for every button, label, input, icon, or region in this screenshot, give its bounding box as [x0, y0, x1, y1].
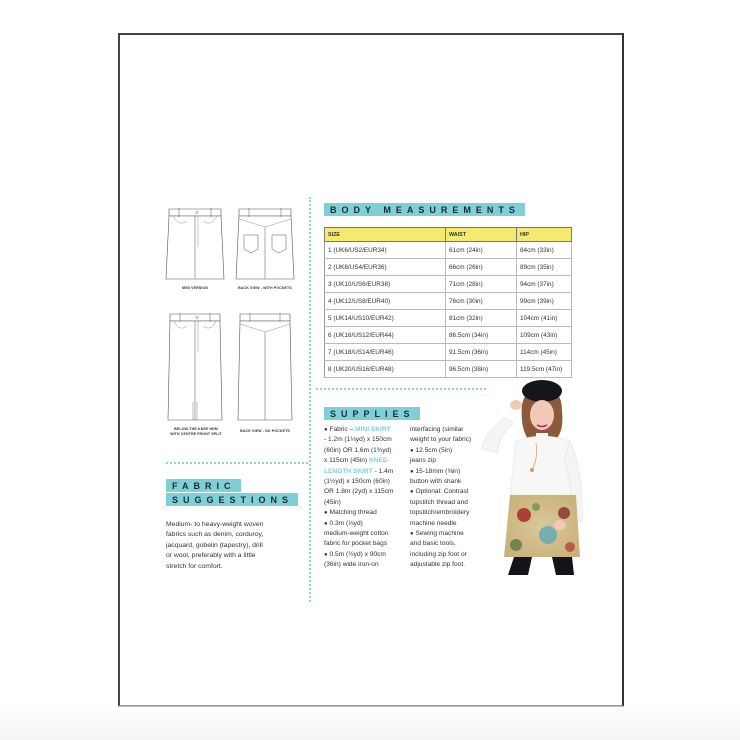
supply-text: 15-18mm (⅝in) — [415, 467, 461, 475]
supply-item-optional — [410, 487, 471, 497]
cell-waist: 86.5cm (34in) — [446, 327, 517, 344]
supply-text: and basic tools, — [410, 540, 456, 548]
supply-item-cotton — [324, 519, 394, 529]
supply-text: (60in) OR 1.6m (1¾yd) — [324, 446, 392, 454]
knee-skirt-label: KNEE- — [368, 457, 390, 465]
table-row — [325, 276, 572, 293]
fabric-text-line: Medium- to heavy-weight woven — [166, 521, 264, 528]
supply-text: Optional: Contrast — [415, 488, 469, 496]
cell-waist: 96.5cm (38in) — [446, 361, 517, 378]
body-measurements-heading: BODY MEASUREMENTS — [324, 203, 525, 216]
supply-item-interfacing — [324, 550, 394, 560]
table-row — [325, 293, 572, 310]
supply-text: OR 1.8m (2yd) x 115cm — [324, 488, 394, 496]
supply-text: button with shank — [410, 478, 462, 486]
fabric-text-line: jacquard, gobelin (tapestry), drill — [166, 541, 263, 549]
knee-skirt-label: LENGTH SKIRT — [324, 467, 373, 475]
header-waist: WAIST — [446, 228, 517, 242]
fabric-text-line: stretch for comfort. — [166, 562, 223, 570]
bullet-icon: ● — [324, 427, 328, 433]
supply-text — [324, 456, 394, 466]
supplies-heading: SUPPLIES — [324, 407, 420, 420]
cell-hip: 99cm (39in) — [517, 293, 572, 310]
body-measurements-table — [324, 227, 572, 378]
cell-waist: 91.5cm (36in) — [446, 344, 517, 361]
sketch-mini-front — [165, 205, 225, 283]
table-row — [325, 310, 572, 327]
supply-text: Fabric – — [329, 426, 356, 433]
supply-text: interfacing (similar — [410, 426, 464, 433]
header-hip: HIP — [517, 228, 572, 242]
cell-size: 1 (UK6/US2/EUR34) — [325, 242, 446, 259]
cell-waist: 81cm (32in) — [446, 310, 517, 327]
cell-hip: 119.5cm (47in) — [517, 361, 572, 378]
supply-text: fabric for pocket bags — [324, 540, 388, 548]
table-row — [325, 327, 572, 344]
cell-hip: 89cm (35in) — [517, 259, 572, 276]
cell-hip: 94cm (37in) — [517, 276, 572, 293]
supply-text: medium-weight cotton — [324, 530, 389, 538]
supply-item-zip — [410, 446, 471, 456]
fabric-text-line: or wool, preferably with a little — [166, 552, 256, 560]
supply-text: (1½yd) x 150cm (60in) — [324, 478, 390, 486]
table-row — [325, 259, 572, 276]
model-photo — [476, 375, 594, 575]
cell-size: 8 (UK20/US16/EUR48) — [325, 361, 446, 378]
table-header-row — [325, 228, 572, 242]
cell-hip: 84cm (33in) — [517, 242, 572, 259]
table-row — [325, 344, 572, 361]
cell-size: 3 (UK10/US6/EUR38) — [325, 276, 446, 293]
bullet-icon: ● — [324, 520, 328, 527]
supplies-column-1 — [324, 425, 394, 571]
supply-text: (45in) — [324, 498, 341, 506]
caption-below-knee — [160, 427, 232, 437]
supply-item-machine — [410, 529, 471, 539]
sketch-back-pockets — [235, 205, 295, 283]
supply-item-button — [410, 467, 471, 477]
bullet-icon: ● — [410, 447, 414, 454]
fabric-suggestions-text — [166, 520, 301, 572]
caption-mini-version: MINI VERSION — [182, 286, 208, 290]
skirt-long-front-icon — [165, 310, 225, 424]
cell-hip: 109cm (43in) — [517, 327, 572, 344]
supply-text: topstitch thread and — [410, 498, 468, 506]
supply-text: machine needle — [410, 519, 457, 527]
supply-text — [324, 467, 394, 477]
mini-skirt-label: MINI SKIRT — [355, 426, 391, 433]
cell-waist: 61cm (24in) — [446, 242, 517, 259]
table-row — [325, 242, 572, 259]
cell-size: 7 (UK18/US14/EUR46) — [325, 344, 446, 361]
cell-waist: 76cm (30in) — [446, 293, 517, 310]
horizontal-divider-right — [316, 388, 486, 390]
supply-text: x 115cm (45in) — [324, 457, 369, 465]
bullet-icon: ● — [324, 510, 328, 517]
supply-text: 0.5m (½yd) x 90cm — [329, 550, 386, 558]
sketch-knee-front — [165, 310, 225, 424]
supply-text: weight to your fabric) — [410, 436, 472, 444]
bullet-icon: ● — [410, 531, 414, 538]
cell-size: 5 (UK14/US10/EUR42) — [325, 310, 446, 327]
supply-text: adjustable zip foot. — [410, 561, 465, 569]
cell-size: 6 (UK16/US12/EUR44) — [325, 327, 446, 344]
supply-text: 0.3m (⅓yd) — [329, 519, 363, 527]
supply-item-fabric — [324, 425, 394, 435]
fabric-heading-line1: FABRIC — [166, 479, 241, 492]
cell-size: 2 (UK8/US4/EUR36) — [325, 259, 446, 276]
fabric-text-line: fabrics such as denim, corduroy, — [166, 531, 264, 539]
cell-hip: 114cm (45in) — [517, 344, 572, 361]
cell-hip: 104cm (41in) — [517, 310, 572, 327]
skirt-back-icon — [235, 205, 295, 283]
header-size: SIZE — [325, 228, 446, 242]
cell-waist: 71cm (28in) — [446, 276, 517, 293]
supply-text: jeans zip — [410, 457, 437, 465]
caption-line-1: BELOW-THE-KNEE HEM — [174, 427, 218, 431]
sketch-back-no-pockets — [235, 310, 295, 424]
cell-waist: 66cm (26in) — [446, 259, 517, 276]
supply-text: - 1.2m (1⅓yd) x 150cm — [324, 436, 392, 444]
bullet-icon: ● — [410, 468, 414, 475]
skirt-front-icon — [165, 205, 225, 283]
supply-text: Matching thread — [329, 509, 377, 517]
supply-text: including zip foot or — [410, 550, 467, 558]
vertical-divider — [309, 197, 311, 602]
supply-text: Sewing machine — [415, 530, 464, 538]
supply-item-thread — [324, 508, 394, 518]
supply-text: - 1.4m — [372, 467, 394, 475]
cell-size: 4 (UK12/US8/EUR40) — [325, 293, 446, 310]
supply-text: 12.5cm (5in) — [415, 446, 453, 454]
caption-back-with-pockets: BACK VIEW - WITH POCKETS — [238, 286, 292, 290]
caption-back-no-pockets: BACK VIEW - NO POCKETS — [240, 429, 290, 433]
caption-line-2: WITH CENTRE FRONT SPLIT — [170, 432, 222, 436]
bullet-icon: ● — [410, 489, 414, 496]
supplies-column-2 — [410, 425, 471, 571]
pattern-page — [118, 33, 624, 706]
supply-text: (36in) wide iron-on — [324, 561, 379, 569]
skirt-long-back-icon — [235, 310, 295, 424]
supply-text: topstitch/embroidery — [410, 509, 470, 517]
fabric-heading-line2: SUGGESTIONS — [166, 493, 298, 506]
horizontal-divider-left — [166, 462, 308, 464]
bullet-icon: ● — [324, 551, 328, 558]
model-photo-icon — [476, 375, 594, 575]
